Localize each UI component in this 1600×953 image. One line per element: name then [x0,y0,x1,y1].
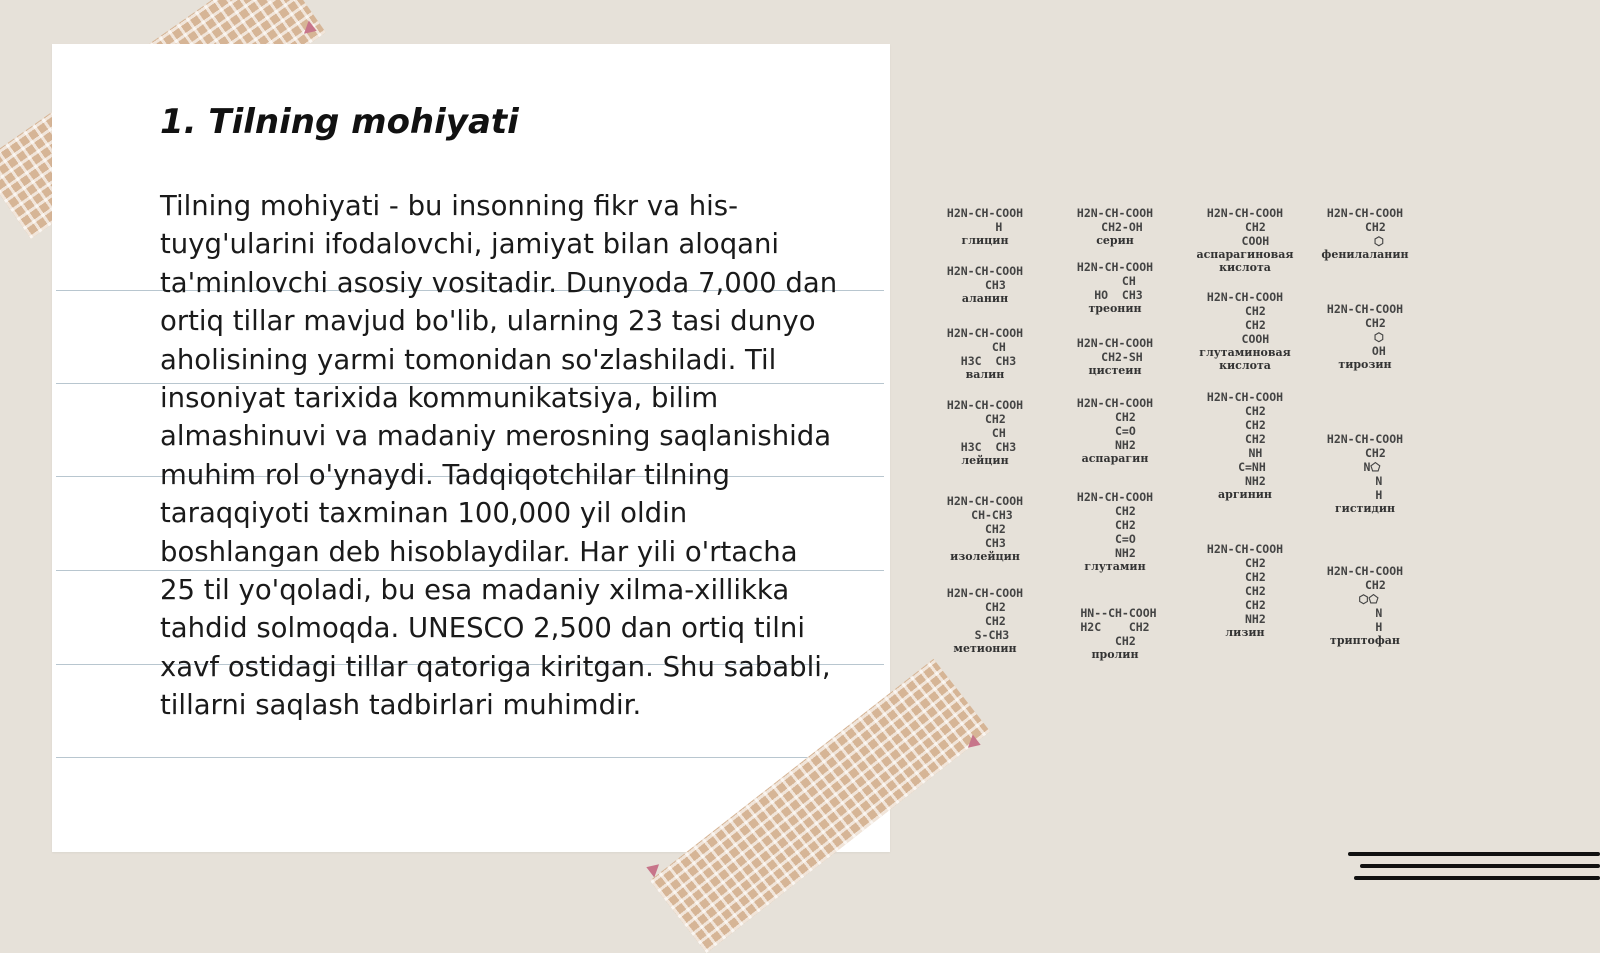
amino-acid-formula: H2N-CH-COOH CH2 CH2 CH2 NH C=NH NH2 [1206,390,1284,488]
amino-acid-name: аспарагиновая кислота [1196,248,1294,274]
amino-acid-structure [1050,206,1180,247]
decorative-lines [1348,846,1600,890]
amino-acid-name: валин [965,368,1005,381]
amino-acid-structure [920,494,1050,563]
amino-acid-structure [1300,302,1430,371]
amino-acid-formula: H2N-CH-COOH CH2 ⬡ [1326,206,1404,248]
amino-acid-name: метионин [953,642,1017,655]
amino-acid-name: гистидин [1334,502,1396,515]
amino-acid-name: лейцин [961,454,1009,467]
amino-acid-structure [1300,432,1430,515]
amino-acid-structure [920,586,1050,655]
paper-rule-line [56,757,884,758]
amino-acid-formula: H2N-CH-COOH CH2 CH2 S-CH3 [946,586,1024,642]
amino-acid-name: цистеин [1088,364,1142,377]
amino-acid-formula: H2N-CH-COOH CH3 [946,264,1024,292]
amino-acid-formula: H2N-CH-COOH CH2-OH [1076,206,1154,234]
amino-acid-formula: H2N-CH-COOH CH2 ⬡⬠ N H [1326,564,1404,634]
amino-acid-structure [1300,564,1430,647]
amino-acid-name: фенилаланин [1321,248,1409,261]
amino-acid-name: глутаминовая кислота [1199,346,1291,372]
amino-acid-name: триптофан [1330,634,1400,647]
amino-acid-formula: HN--CH-COOH H2C CH2 CH2 [1080,606,1157,648]
amino-acid-structure [1050,490,1180,573]
amino-acid-name: треонин [1088,302,1142,315]
amino-acid-formula: H2N-CH-COOH CH HO CH3 [1076,260,1154,302]
amino-acid-formula: H2N-CH-COOH CH2 ⬡ OH [1326,302,1404,358]
amino-acid-structure [920,326,1050,381]
amino-acid-structure [1050,260,1180,315]
amino-acid-formula: H2N-CH-COOH CH H3C CH3 [946,326,1024,368]
amino-acid-name: лизин [1225,626,1265,639]
amino-acid-name: тирозин [1338,358,1392,371]
amino-acid-name: аланин [961,292,1009,305]
amino-acid-structure [1050,606,1180,661]
amino-acid-structure [920,206,1050,247]
amino-acids-figure [940,196,1460,686]
amino-acid-formula: H2N-CH-COOH CH2 N⬠ N H [1326,432,1404,502]
amino-acid-structure [920,264,1050,305]
amino-acid-formula: H2N-CH-COOH CH2 CH2 C=O NH2 [1076,490,1154,560]
amino-acid-structure [1180,290,1310,372]
amino-acid-formula: H2N-CH-COOH CH-CH3 CH2 CH3 [946,494,1024,550]
amino-acid-formula: H2N-CH-COOH CH2 COOH [1206,206,1284,248]
amino-acid-formula: H2N-CH-COOH CH2 CH H3C CH3 [946,398,1024,454]
amino-acid-formula: H2N-CH-COOH CH2-SH [1076,336,1154,364]
amino-acid-name: пролин [1091,648,1139,661]
amino-acid-structure [920,398,1050,467]
amino-acid-structure [1180,542,1310,639]
amino-acid-name: серин [1096,234,1134,247]
slide-title: 1. Tilning mohiyati [160,102,519,142]
amino-acid-formula: H2N-CH-COOH H [946,206,1024,234]
amino-acid-name: глутамин [1084,560,1146,573]
amino-acid-structure [1180,206,1310,274]
amino-acid-formula: H2N-CH-COOH CH2 CH2 COOH [1206,290,1284,346]
amino-acid-name: аспарагин [1081,452,1149,465]
amino-acid-name: аргинин [1218,488,1272,501]
slide-body-text: Tilning mohiyati - bu insonning fikr va his-tuyg'ularini ifodalovchi, jamiyat bilan aloqani ta'minlovchi asosiy vositadir. Dunyoda 7,000 dan ortiq tillar mavjud bo'lib, ularning 23 tasi dunyo aholisining yarmi tomonidan so'zlashiladi. Til insoniyat tarixida kommunikatsiya, bilim almashinuvi va madaniy merosning saqlanishida muhim rol o'ynaydi. Tadqiqotchilar tilning taraqqiyoti taxminan 100,000 yil oldin boshlangan deb hisoblaydilar. Har yili o'rtacha 25 til yo'qoladi, bu esa madaniy xilma-xillikka tahdid solmoqda. UNESCO 2,500 dan ortiq tilni xavf ostidagi tillar qatoriga kiritgan. Shu sababli, tillarni saqlash tadbirlari muhimdir. [160,190,838,722]
amino-acid-name: изолейцин [950,550,1020,563]
amino-acid-structure [1050,336,1180,377]
amino-acid-formula: H2N-CH-COOH CH2 CH2 CH2 CH2 NH2 [1206,542,1284,626]
amino-acid-structure [1180,390,1310,501]
amino-acid-formula: H2N-CH-COOH CH2 C=O NH2 [1076,396,1154,452]
amino-acid-structure [1300,206,1430,261]
amino-acid-name: глицин [961,234,1009,247]
amino-acid-structure [1050,396,1180,465]
